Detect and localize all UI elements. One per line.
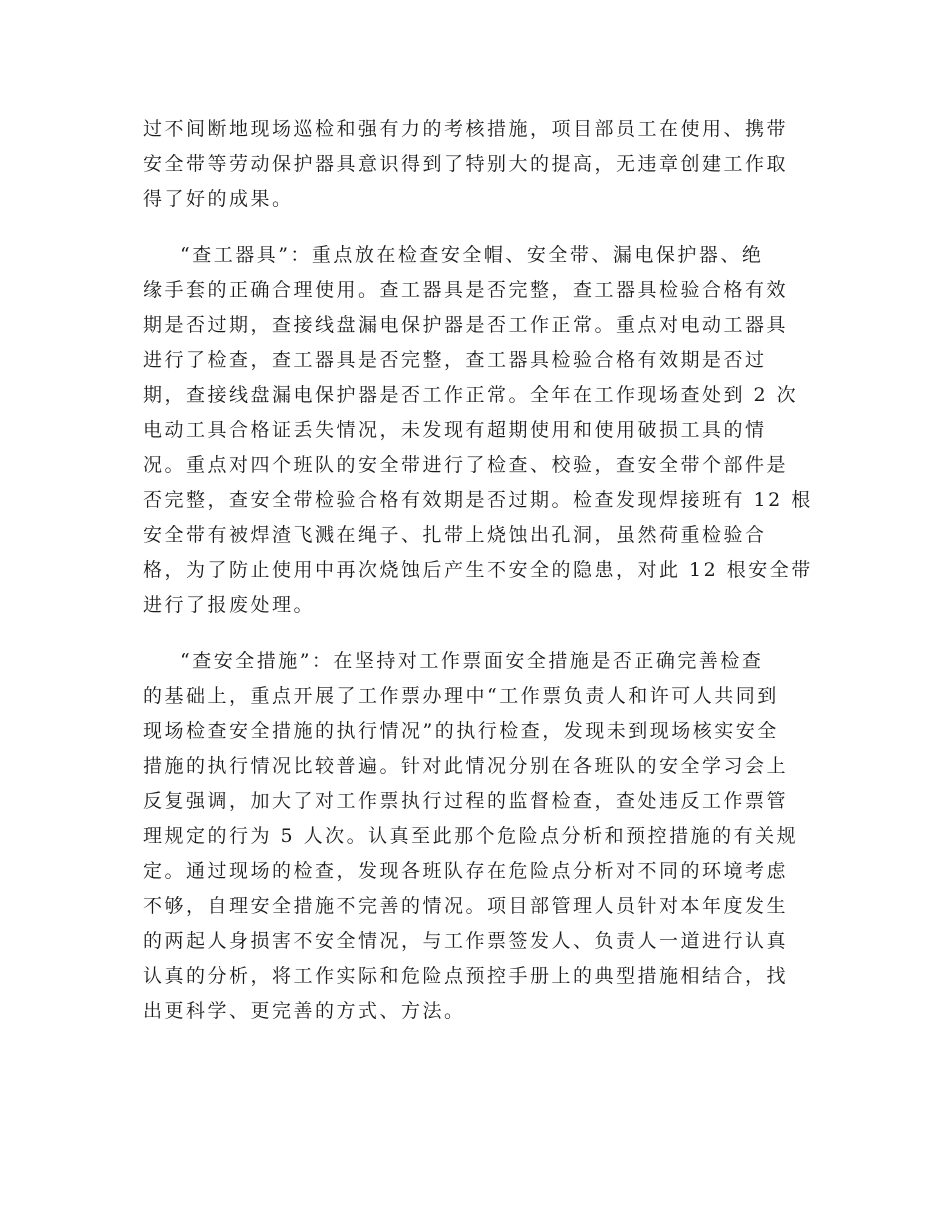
paragraph-3-line-8: 不够，自理安全措施不完善的情况。项目部管理人员针对本年度发生 <box>143 895 789 917</box>
paragraph-2-line-3: 期是否过期，查接线盘漏电保护器是否工作正常。重点对电动工器具 <box>143 314 789 336</box>
paragraph-3-line-5: 反复强调，加大了对工作票执行过程的监督检查，查处违反工作票管 <box>143 790 789 812</box>
paragraph-2-line-8: 否完整，查安全带检验合格有效期是否过期。检查发现焊接班有 12 根 <box>143 489 813 511</box>
paragraph-2-line-7: 况。重点对四个班队的安全带进行了检查、校验，查安全带个部件是 <box>143 454 789 476</box>
paragraph-2-line-6: 电动工具合格证丢失情况，未发现有超期使用和使用破损工具的情 <box>143 419 767 441</box>
paragraph-1-line-2: 安全带等劳动保护器具意识得到了特别大的提高，无违章创建工作取 <box>143 153 789 175</box>
paragraph-2-line-9: 安全带有被焊渣飞溅在绳子、扎带上烧蚀出孔洞，虽然荷重检验合 <box>143 524 767 546</box>
paragraph-2-line-5: 期，查接线盘漏电保护器是否工作正常。全年在工作现场查处到 2 次 <box>143 384 799 406</box>
paragraph-2-line-1: “查工器具”：重点放在检查安全帽、安全带、漏电保护器、绝 <box>180 244 764 266</box>
paragraph-2-line-10: 格，为了防止使用中再次烧蚀后产生不安全的隐患，对此 12 根安全带 <box>143 559 813 581</box>
paragraph-3-line-9: 的两起人身损害不安全情况，与工作票签发人、负责人一道进行认真 <box>143 930 789 952</box>
paragraph-3-line-6: 理规定的行为 5 人次。认真至此那个危险点分析和预控措施的有关规 <box>143 825 799 847</box>
paragraph-3-line-1: “查安全措施”：在坚持对工作票面安全措施是否正确完善检查 <box>180 650 764 672</box>
paragraph-2-line-11: 进行了报废处理。 <box>143 594 316 616</box>
paragraph-3-line-4: 措施的执行情况比较普遍。针对此情况分别在各班队的安全学习会上 <box>143 755 789 777</box>
paragraph-3-line-10: 认真的分析，将工作实际和危险点预控手册上的典型措施相结合，找 <box>143 965 789 987</box>
paragraph-3-line-2: 的基础上，重点开展了工作票办理中“工作票负责人和许可人共同到 <box>143 685 779 707</box>
paragraph-1-line-1: 过不间断地现场巡检和强有力的考核措施，项目部员工在使用、携带 <box>143 118 789 140</box>
paragraph-2-line-4: 进行了检查，查工器具是否完整，查工器具检验合格有效期是否过 <box>143 349 767 371</box>
paragraph-3-line-3: 现场检查安全措施的执行情况”的执行检查，发现未到现场核实安全 <box>143 720 779 742</box>
paragraph-2-line-2: 缘手套的正确合理使用。查工器具是否完整，查工器具检验合格有效 <box>143 279 789 301</box>
paragraph-3-line-11: 出更科学、更完善的方式、方法。 <box>143 1000 466 1022</box>
paragraph-1-line-3: 得了好的成果。 <box>143 188 294 210</box>
paragraph-3-line-7: 定。通过现场的检查，发现各班队存在危险点分析对不同的环境考虑 <box>143 860 789 882</box>
